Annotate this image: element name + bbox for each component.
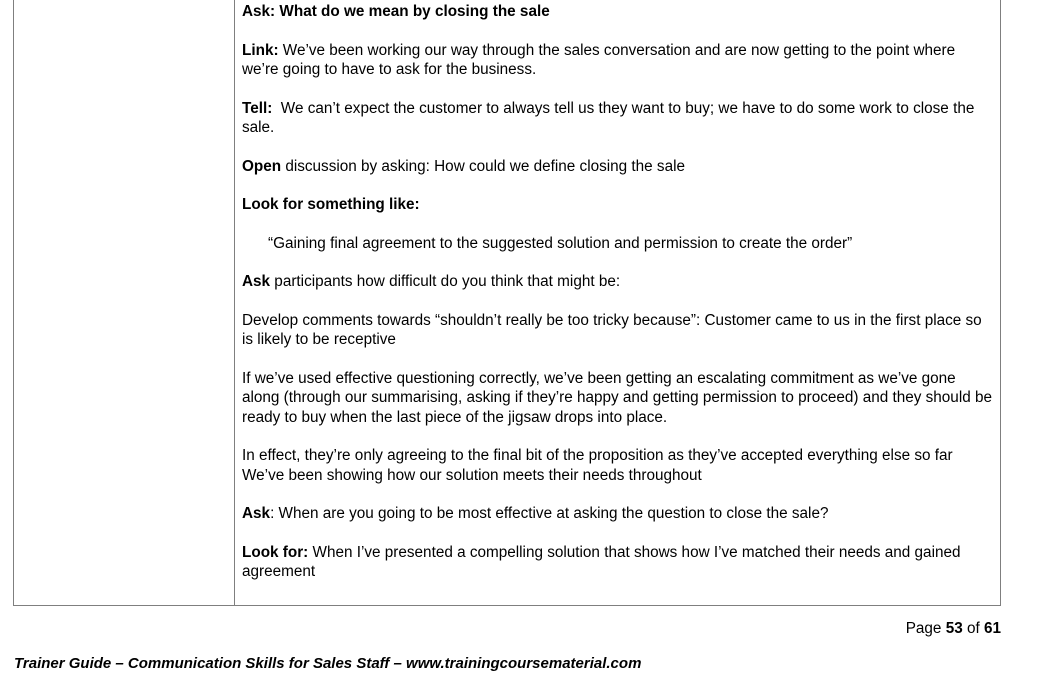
open-label: Open: [242, 157, 282, 175]
ask2-text: participants how difficult do you think that might be:: [270, 273, 621, 290]
link-text: We’ve been working our way through the sales conversation and are now getting to the point where we’re going to have to ask for the business.: [242, 41, 956, 78]
develop-text: Develop comments towards “shouldn’t really be too tricky because”: Customer came to us in the first place so is likely to be receptive: [242, 311, 982, 348]
questioning-text: If we’ve used effective questioning correctly, we’ve been getting an escalating commitment as we’ve gone along (through our summarising, asking if they’re happy and getting permission to proceed) and they should be ready to buy when the last piece of the jigsaw drops into place.: [242, 369, 992, 426]
questioning-paragraph: [242, 369, 994, 428]
ask3-text: : When are you going to be most effective at asking the question to close the sale?: [270, 505, 829, 522]
link-label: Link:: [242, 41, 279, 59]
develop-paragraph: [242, 311, 994, 350]
footer-text: Trainer Guide – Communication Skills for Sales Staff – www.trainingcoursematerial.com: [14, 655, 642, 672]
open-text: discussion by asking: How could we define closing the sale: [281, 157, 685, 175]
ask3-label: Ask: [242, 505, 271, 522]
tell-label: Tell:: [242, 99, 273, 117]
ask-when-paragraph: [242, 504, 994, 524]
ask-heading-text: Ask: What do we mean by closing the sale: [242, 3, 550, 20]
effect-paragraph: [242, 446, 994, 485]
tell-paragraph: [242, 99, 994, 138]
look-for-heading: [242, 195, 994, 215]
quote-paragraph: [242, 234, 994, 254]
page-total: 61: [983, 620, 1001, 637]
quote-text: “Gaining final agreement to the suggested solution and permission to create the order”: [268, 234, 853, 252]
table-left-column: [14, 0, 235, 605]
lookfor-text: When I’ve presented a compelling solution that shows how I’ve matched their needs and gained agreement: [242, 543, 961, 580]
page-number: [906, 620, 1001, 638]
open-paragraph: [242, 157, 994, 177]
content-table: [13, 0, 1001, 606]
ask2-label: Ask: [242, 273, 271, 290]
effect-text: In effect, they’re only agreeing to the final bit of the proposition as they’ve accepted everything else so far We’ve been showing how our solution meets their needs throughout: [242, 447, 953, 484]
lookfor-label: Look for:: [242, 543, 309, 561]
look-for-paragraph: [242, 543, 994, 582]
ask-participants-paragraph: [242, 272, 994, 292]
page-prefix: Page: [905, 620, 946, 637]
page-of: of: [962, 620, 984, 637]
table-right-column: [242, 2, 994, 601]
page-current: 53: [945, 620, 963, 637]
tell-text: We can’t expect the customer to always tell us they want to buy; we have to do some work to close the sale.: [242, 99, 979, 136]
link-paragraph: [242, 41, 994, 80]
look-for-label: Look for something like:: [242, 196, 420, 213]
ask-heading: [242, 2, 994, 22]
